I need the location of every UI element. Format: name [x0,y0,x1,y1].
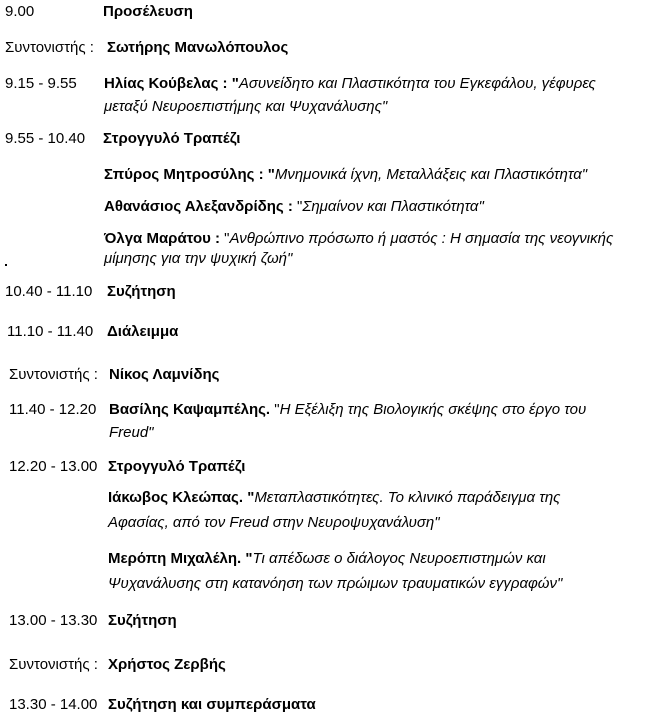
session-title: Στρογγυλό Τραπέζι [108,458,246,475]
quote-mark: " [224,230,230,247]
speaker-name: Ιάκωβος Κλεώπας. [108,489,244,506]
time-slot: 11.40 - 12.20 [9,401,97,418]
talk-title: Ασυνείδητο και Πλαστικότητα του Εγκεφάλου, γέφυρες [238,75,596,92]
time-slot: 13.30 - 14.00 [9,696,98,713]
time-slot: 11.10 - 11.40 [7,323,94,340]
speaker-name: Μερόπη Μιχαλέλη. [108,550,242,567]
time-slot: 12.20 - 13.00 [9,458,98,475]
speaker-name: Ηλίας Κούβελας : [104,75,228,92]
speaker-name: Σπύρος Μητροσύλης : [104,166,264,183]
time-slot: 13.00 - 13.30 [9,612,98,629]
speaker-name: Βασίλης Καψαμπέλης. [109,401,271,418]
stray-dot [5,264,7,266]
talk-title: Μεταπλαστικότητες. Το κλινικό παράδειγμα της [254,489,561,506]
speaker-name: Αθανάσιος Αλεξανδρίδης : [104,198,293,215]
talk-title-continued: Freud" [109,424,154,441]
quote-mark: " [274,401,280,418]
talk-title-continued: μίμησης για την ψυχική ζωή" [104,250,293,267]
talk-title-continued: μεταξύ Νευροεπιστήμης και Ψυχανάλυσης" [104,98,388,115]
talk-title-continued: Ψυχανάλυσης στη κατανόηση των πρώιμων τραυματικών εγγραφών" [108,575,563,592]
talk-title-continued: Αφασίας, από τον Freud στην Νευροψυχανάλυση" [108,514,440,531]
time-slot: 10.40 - 11.10 [5,283,93,300]
talk-title: Η Εξέλιξη της Βιολογικής σκέψης στο έργο του [279,401,587,418]
moderator-label: Συντονιστής : [9,656,98,673]
talk-title: Σημαίνον και Πλαστικότητα" [302,198,484,215]
moderator-label: Συντονιστής : [5,39,94,56]
session-title: Συζήτηση και συμπεράσματα [108,696,316,713]
moderator-name: Χρήστος Ζερβής [108,656,226,673]
session-title: Διάλειμμα [107,323,179,340]
quote-mark: " [231,75,239,92]
talk-title: Ανθρώπινο πρόσωπο ή μαστός : Η σημασία της νεογνικής [229,230,614,247]
session-title: Στρογγυλό Τραπέζι [103,130,241,147]
time-slot: 9.55 - 10.40 [5,130,86,147]
quote-mark: " [267,166,275,183]
speaker-name: Όλγα Μαράτου : [104,230,220,247]
talk-title: Μνημονικά ίχνη, Μεταλλάξεις και Πλαστικότητα" [274,166,588,183]
session-title: Συζήτηση [108,612,177,629]
time-slot: 9.00 [5,3,35,20]
session-title: Συζήτηση [107,283,176,300]
moderator-name: Σωτήρης Μανωλόπουλος [107,39,289,56]
quote-mark: " [247,489,255,506]
session-title: Προσέλευση [103,3,193,20]
quote-mark: " [297,198,303,215]
moderator-label: Συντονιστής : [9,366,98,383]
time-slot: 9.15 - 9.55 [5,75,77,92]
talk-title: Τι απέδωσε ο διάλογος Νευροεπιστημών και [252,550,546,567]
moderator-name: Νίκος Λαμνίδης [109,366,220,383]
quote-mark: " [245,550,253,567]
